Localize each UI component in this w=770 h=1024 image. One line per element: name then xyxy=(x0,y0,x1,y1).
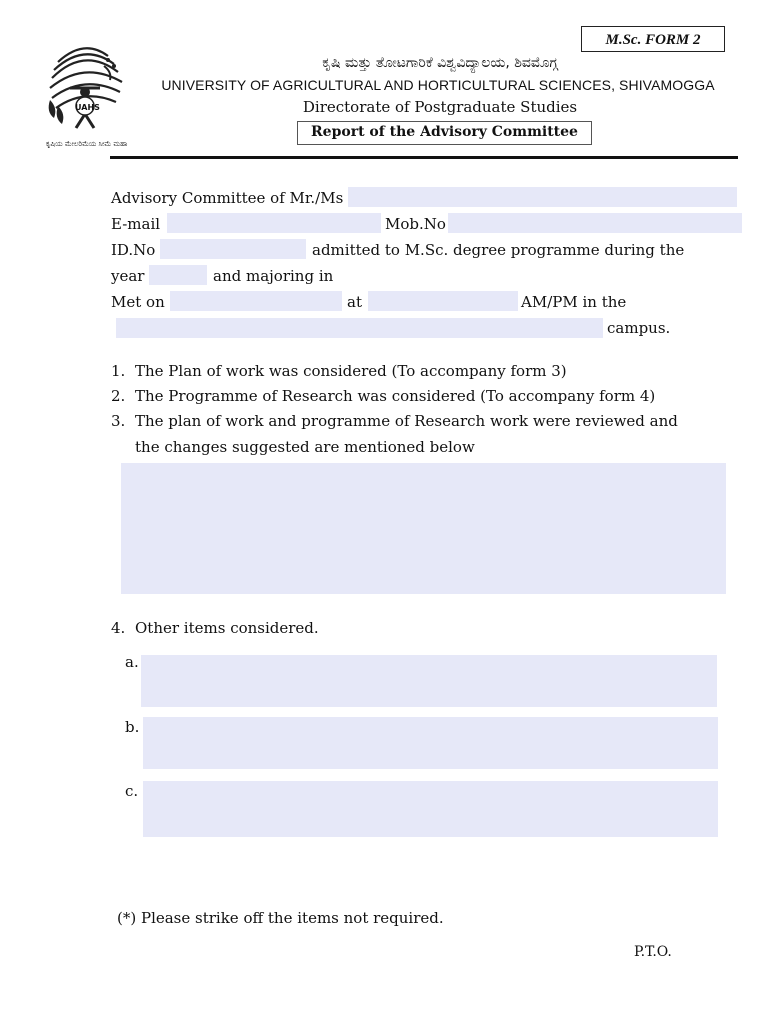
kannada-title: ಕೃಷಿ ಮತ್ತು ತೋಟಗಾರಿಕೆ ವಿಶ್ವವಿದ್ಯಾಲಯ, ಶಿವಮೊಗ್ಗ xyxy=(322,55,558,71)
item-4-number: 4. xyxy=(111,619,126,637)
logo-text: UAHS xyxy=(75,103,100,112)
item-4-text: Other items considered. xyxy=(135,619,319,637)
item-3-text: The plan of work and programme of Research work were reviewed and xyxy=(135,412,678,430)
item-3-continuation: the changes suggested are mentioned below xyxy=(135,438,475,456)
directorate-title: Directorate of Postgraduate Studies xyxy=(302,98,578,116)
header-divider xyxy=(110,156,738,159)
admitted-text: admitted to M.Sc. degree programme during the xyxy=(312,241,685,259)
mob-label: Mob.No xyxy=(385,215,446,233)
campus-field[interactable] xyxy=(116,318,603,338)
item-1-number: 1. xyxy=(111,362,126,380)
item-2-number: 2. xyxy=(111,387,126,405)
other-item-a-field[interactable] xyxy=(141,655,717,707)
university-logo xyxy=(44,42,126,142)
student-name-field[interactable] xyxy=(348,187,737,207)
id-field[interactable] xyxy=(160,239,306,259)
mobile-field[interactable] xyxy=(448,213,742,233)
ampm-text: AM/PM in the xyxy=(521,293,627,311)
email-label: E-mail xyxy=(111,215,161,233)
campus-text: campus. xyxy=(607,319,671,337)
pto-text: P.T.O. xyxy=(634,944,672,960)
meeting-date-field[interactable] xyxy=(170,291,342,311)
year-label: year xyxy=(111,267,145,285)
report-title: Report of the Advisory Committee xyxy=(297,121,592,145)
university-name: UNIVERSITY OF AGRICULTURAL AND HORTICULTURAL SCIENCES, SHIVAMOGGA xyxy=(161,77,715,93)
form-tag: M.Sc. FORM 2 xyxy=(581,26,725,52)
at-label: at xyxy=(347,293,362,311)
changes-suggested-field[interactable] xyxy=(121,463,726,594)
advisory-label: Advisory Committee of Mr./Ms xyxy=(111,189,344,207)
subitem-a-label: a. xyxy=(125,653,139,671)
email-field[interactable] xyxy=(167,213,381,233)
meeting-time-field[interactable] xyxy=(368,291,518,311)
other-item-c-field[interactable] xyxy=(143,781,718,837)
id-label: ID.No xyxy=(111,241,156,259)
met-label: Met on xyxy=(111,293,165,311)
year-field[interactable] xyxy=(149,265,207,285)
item-3-number: 3. xyxy=(111,412,126,430)
subitem-b-label: b. xyxy=(125,718,140,736)
footnote: (*) Please strike off the items not required. xyxy=(117,909,444,927)
majoring-label: and majoring in xyxy=(213,267,334,285)
other-item-b-field[interactable] xyxy=(143,717,718,769)
item-2-text: The Programme of Research was considered (To accompany form 4) xyxy=(135,387,656,405)
subitem-c-label: c. xyxy=(125,782,139,800)
logo-emblem-icon xyxy=(44,42,126,142)
item-1-text: The Plan of work was considered (To accompany form 3) xyxy=(135,362,567,380)
logo-motto: ಕೃಷಿಯ ಮೇಲರಿಮೆಯ ಸೀಮೆ ಮಹಾ xyxy=(46,140,128,148)
